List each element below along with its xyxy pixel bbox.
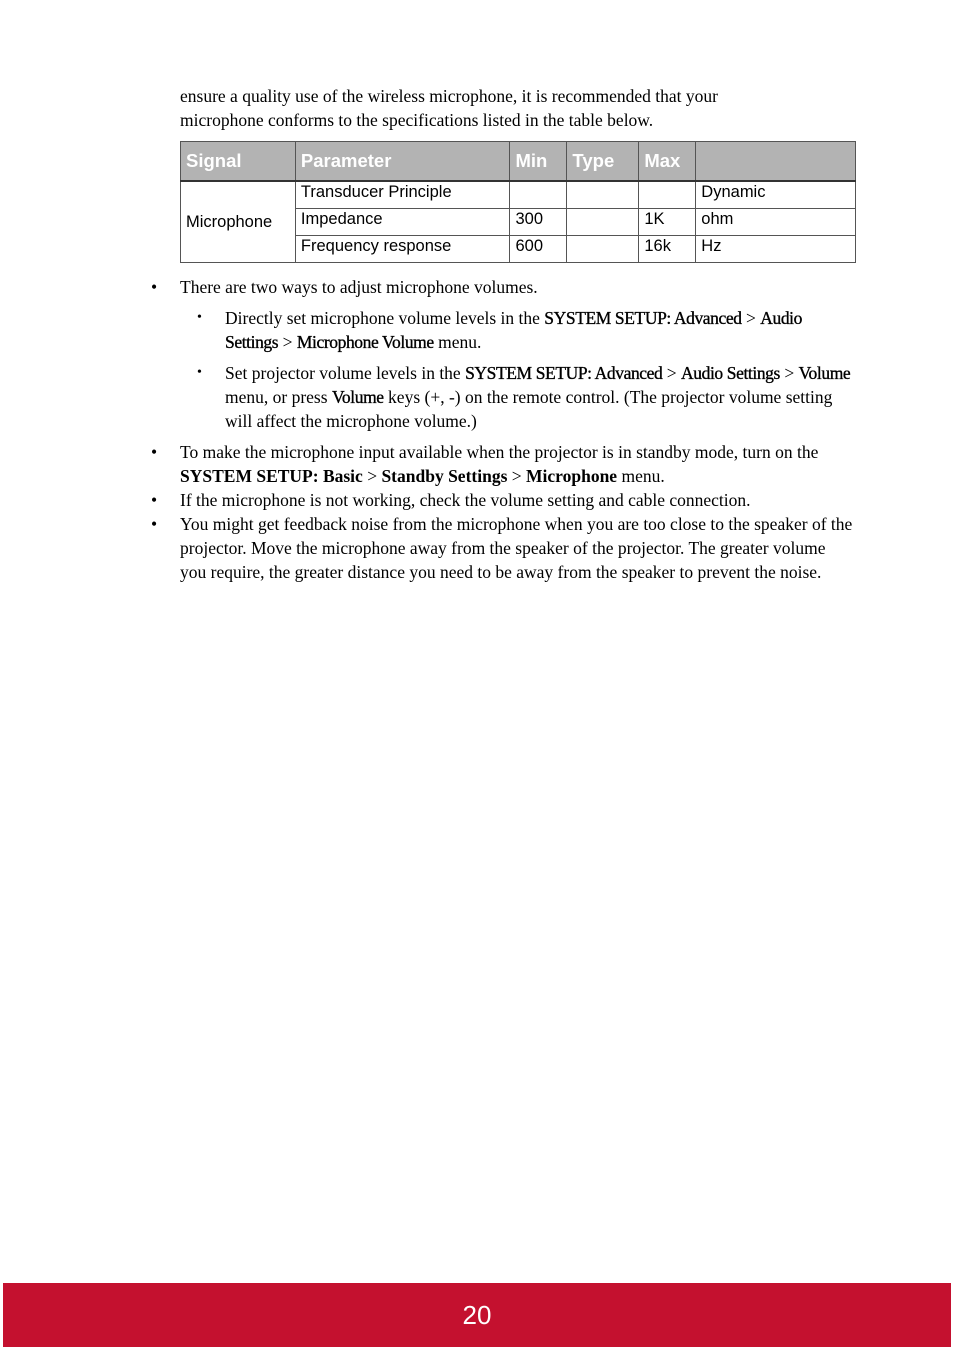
- table-cell: [567, 236, 639, 263]
- sub-bullet-list: [197, 306, 856, 433]
- sub-bullet-icon: •: [197, 365, 202, 380]
- bullet-text: menu.: [617, 466, 665, 486]
- menu-path-standby-settings: Standby Settings: [381, 466, 508, 486]
- microphone-spec-table: [180, 141, 856, 263]
- path-separator: >: [507, 466, 527, 486]
- table-cell: 1K: [639, 209, 696, 236]
- menu-path-audio-settings: Audio Settings: [225, 308, 802, 352]
- path-separator: >: [779, 363, 799, 383]
- header-max: Max: [639, 142, 696, 182]
- key-volume: Volume: [331, 387, 384, 407]
- table-cell: Hz: [696, 236, 856, 263]
- list-item: [151, 488, 856, 512]
- list-item: [151, 275, 856, 433]
- menu-path-audio-settings: Audio Settings: [681, 363, 780, 383]
- path-separator: >: [362, 466, 382, 486]
- table-cell: [510, 181, 567, 209]
- intro-line-1: ensure a quality use of the wireless microphone, it is recommended that your: [180, 86, 718, 106]
- bullet-list: [151, 275, 856, 584]
- header-parameter: Parameter: [295, 142, 510, 182]
- sub-text: menu, or press: [225, 387, 332, 407]
- bullet-icon: •: [151, 277, 158, 297]
- menu-path-microphone-volume: Microphone Volume: [296, 332, 434, 352]
- list-item: [197, 361, 856, 433]
- bullet-icon: •: [151, 490, 158, 510]
- table-cell: 16k: [639, 236, 696, 263]
- table-cell: 300: [510, 209, 567, 236]
- intro-line-2: microphone conforms to the specifications listed in the table below.: [180, 110, 654, 130]
- page-content: [151, 84, 856, 584]
- list-item: [151, 440, 856, 488]
- list-item: [197, 306, 856, 354]
- table-cell: 600: [510, 236, 567, 263]
- sub-text: keys (+, -) on the remote control. (The projector volume setting will affect the microphone volume.): [225, 387, 833, 431]
- table-cell: Dynamic: [696, 181, 856, 209]
- path-separator: >: [741, 308, 761, 328]
- table-cell: [567, 181, 639, 209]
- bullet-text: There are two ways to adjust microphone volumes.: [180, 277, 538, 297]
- sub-text: Directly set microphone volume levels in the: [225, 308, 545, 328]
- table-cell: Impedance: [295, 209, 510, 236]
- header-signal: Signal: [181, 142, 296, 182]
- menu-path-microphone: Microphone: [526, 466, 618, 486]
- table-cell: Frequency response: [295, 236, 510, 263]
- menu-path-system-setup-basic: SYSTEM SETUP: Basic: [180, 466, 363, 486]
- header-type: Type: [567, 142, 639, 182]
- list-item: [151, 512, 856, 584]
- page-number: 20: [462, 1299, 492, 1330]
- menu-path-system-setup-advanced: SYSTEM SETUP: Advanced: [544, 308, 742, 328]
- page-footer: [3, 1283, 951, 1347]
- signal-cell: Microphone: [181, 181, 296, 263]
- path-separator: >: [278, 332, 297, 352]
- path-separator: >: [662, 363, 682, 383]
- menu-path-system-setup-advanced: SYSTEM SETUP: Advanced: [465, 363, 663, 383]
- table-row: [181, 181, 856, 209]
- bullet-text: If the microphone is not working, check the volume setting and cable connection.: [180, 490, 751, 510]
- menu-path-volume: Volume: [798, 363, 851, 383]
- table-cell: [639, 181, 696, 209]
- intro-paragraph: [180, 84, 856, 132]
- header-min: Min: [510, 142, 567, 182]
- table-cell: ohm: [696, 209, 856, 236]
- sub-bullet-icon: •: [197, 310, 202, 325]
- sub-text: Set projector volume levels in the: [225, 363, 466, 383]
- header-unit: [696, 142, 856, 182]
- bullet-icon: •: [151, 442, 158, 462]
- bullet-text: To make the microphone input available when the projector is in standby mode, turn on the: [180, 442, 819, 462]
- bullet-text: You might get feedback noise from the microphone when you are too close to the speaker of the projector. Move the microphone away from the speaker of the projector. The greater volume you require, the greater distance you need to be away from the speaker to prevent the noise.: [180, 514, 853, 582]
- table-header-row: [181, 142, 856, 182]
- bullet-icon: •: [151, 514, 158, 534]
- sub-text: menu.: [433, 332, 482, 352]
- table-cell: [567, 209, 639, 236]
- table-cell: Transducer Principle: [295, 181, 510, 209]
